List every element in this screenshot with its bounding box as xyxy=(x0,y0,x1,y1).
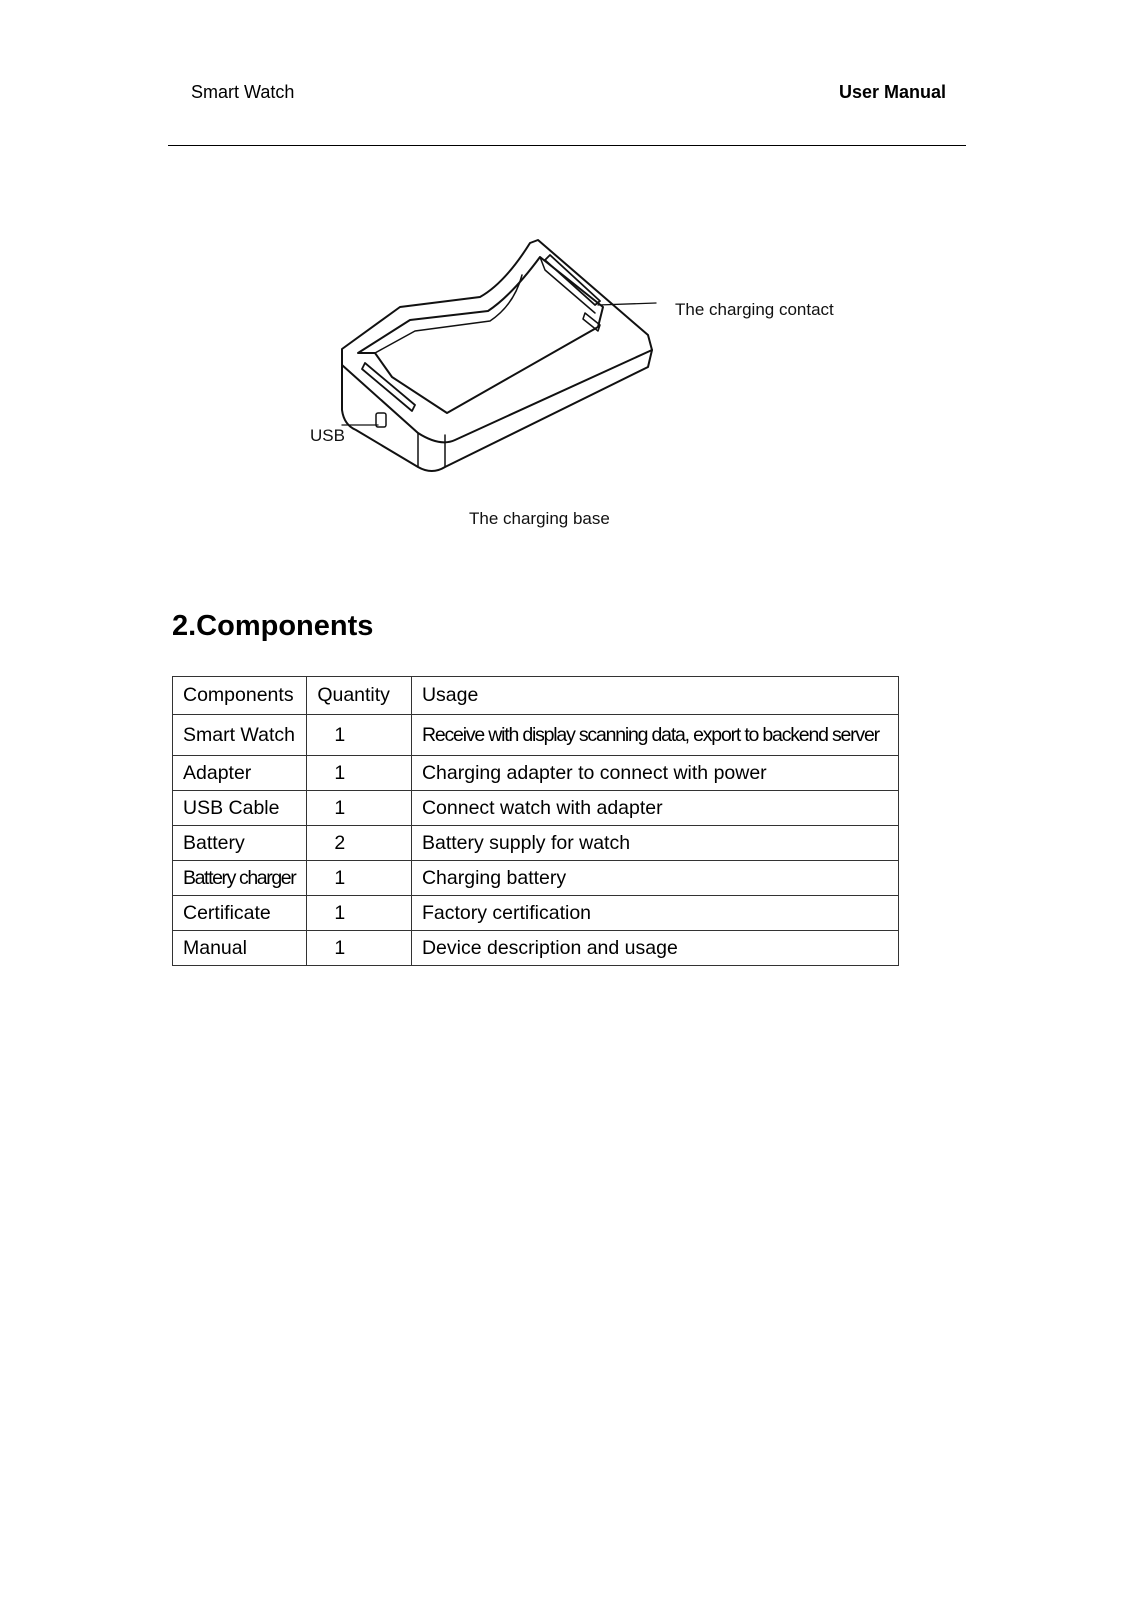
table-row xyxy=(173,861,899,896)
header-usage: Usage xyxy=(411,677,898,715)
table-row xyxy=(173,896,899,931)
quantity-cell: 1 xyxy=(307,756,412,791)
header-right: User Manual xyxy=(838,82,946,102)
quantity-cell: 1 xyxy=(307,715,412,756)
table-header-row xyxy=(173,677,899,715)
components-table xyxy=(172,676,899,966)
charging-contact-label: The charging contact xyxy=(675,300,834,319)
quantity-cell: 1 xyxy=(307,896,412,931)
header-divider xyxy=(168,145,966,146)
quantity-cell: 1 xyxy=(307,791,412,826)
table-row xyxy=(173,826,899,861)
charging-base-illustration xyxy=(300,235,840,535)
component-cell: Adapter xyxy=(173,756,307,791)
figure-caption: The charging base xyxy=(469,509,610,528)
usage-cell: Factory certification xyxy=(411,896,898,931)
component-cell: Battery charger xyxy=(173,861,307,896)
usage-cell: Charging adapter to connect with power xyxy=(411,756,898,791)
header-components: Components xyxy=(173,677,307,715)
usage-cell: Receive with display scanning data, export to backend server xyxy=(411,715,898,756)
component-cell: Smart Watch xyxy=(173,715,307,756)
section-title: 2.Components xyxy=(172,610,374,642)
usage-cell: Device description and usage xyxy=(411,931,898,966)
quantity-cell: 1 xyxy=(307,861,412,896)
usage-cell: Battery supply for watch xyxy=(411,826,898,861)
component-cell: Certificate xyxy=(173,896,307,931)
component-cell: USB Cable xyxy=(173,791,307,826)
component-cell: Battery xyxy=(173,826,307,861)
component-cell: Manual xyxy=(173,931,307,966)
quantity-cell: 1 xyxy=(307,931,412,966)
usage-cell: Charging battery xyxy=(411,861,898,896)
quantity-cell: 2 xyxy=(307,826,412,861)
header-quantity: Quantity xyxy=(307,677,412,715)
table-row xyxy=(173,756,899,791)
table-row xyxy=(173,931,899,966)
usage-cell: Connect watch with adapter xyxy=(411,791,898,826)
usb-label: USB xyxy=(310,426,345,445)
header-left: Smart Watch xyxy=(191,82,295,102)
table-row xyxy=(173,791,899,826)
table-row xyxy=(173,715,899,756)
